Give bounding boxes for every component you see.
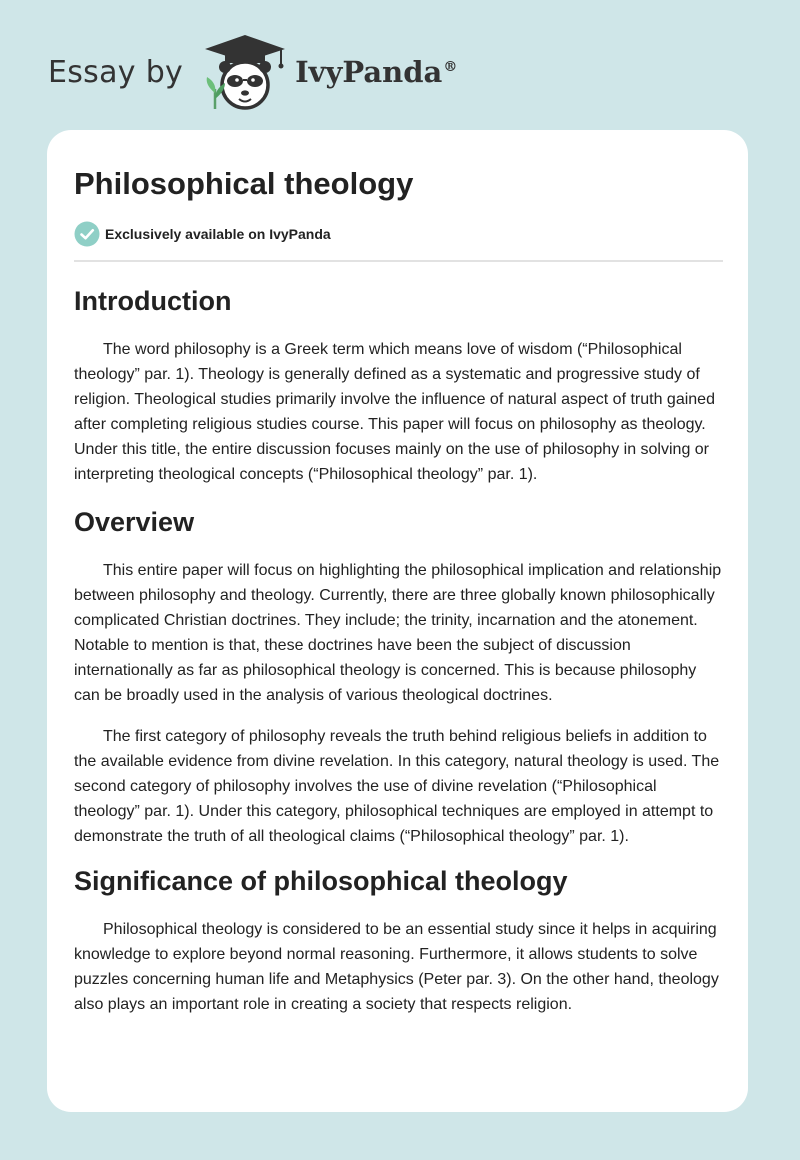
- paragraph: The word philosophy is a Greek term which means love of wisdom (“Philosophical theology” par. 1). Theology is generally defined as a systematic and progressive study of religion. Theological studies primarily involve the influence of natural aspect of truth gained after completing religious studies course. This paper will focus on philosophy as theology. Under this title, the entire discussion focuses mainly on the use of philosophy in solving or interpreting theological concepts (“Philosophical theology” par. 1).: [74, 341, 715, 483]
- panda-logo-icon[interactable]: [201, 33, 289, 111]
- paragraph: The first category of philosophy reveals the truth behind religious beliefs in addition to the available evidence from divine revelation. In this category, natural theology is used. The second category of philosophy involves the use of divine revelation (“Philosophical theology” par. 1). Under this category, philosophical techniques are employed in attempt to demonstrate the truth of all theological claims (“Philosophical theology” par. 1).: [74, 728, 720, 845]
- divider: [74, 260, 723, 262]
- badge-label: Exclusively available on IvyPanda: [105, 226, 331, 242]
- check-circle-icon: [74, 221, 100, 247]
- registered-mark: ®: [443, 59, 458, 76]
- section-heading: Introduction: [74, 286, 232, 316]
- essay-by-label: Essay by: [48, 54, 184, 90]
- exclusive-badge: [74, 221, 722, 247]
- page-title: Philosophical theology: [74, 166, 414, 201]
- brand-name[interactable]: IvyPanda®: [295, 55, 458, 89]
- section-heading: Significance of philosophical theology: [74, 866, 568, 896]
- section-overview: [74, 505, 722, 849]
- paragraph: Philosophical theology is considered to be an essential study since it helps in acquiring knowledge to explore beyond normal reasoning. Furthermore, it allows students to solve puzzles concerning human life and Metaphysics (Peter par. 3). On the other hand, theology also plays an important role in creating a society that respects religion.: [74, 921, 719, 1013]
- section-significance: [74, 864, 722, 1017]
- section-heading: Overview: [74, 507, 195, 537]
- essay-card: [47, 130, 748, 1112]
- site-header: [48, 32, 457, 112]
- paragraph: This entire paper will focus on highlighting the philosophical implication and relationship between philosophy and theology. Currently, there are three globally known philosophically complicated Christian doctrines. They include; the trinity, incarnation and the atonement. Notable to mention is that, these doctrines have been the subject of discussion internationally as far as philosophical theology is concerned. This is because philosophy can be broadly used in the analysis of various theological doctrines.: [74, 562, 722, 704]
- section-introduction: [74, 284, 722, 487]
